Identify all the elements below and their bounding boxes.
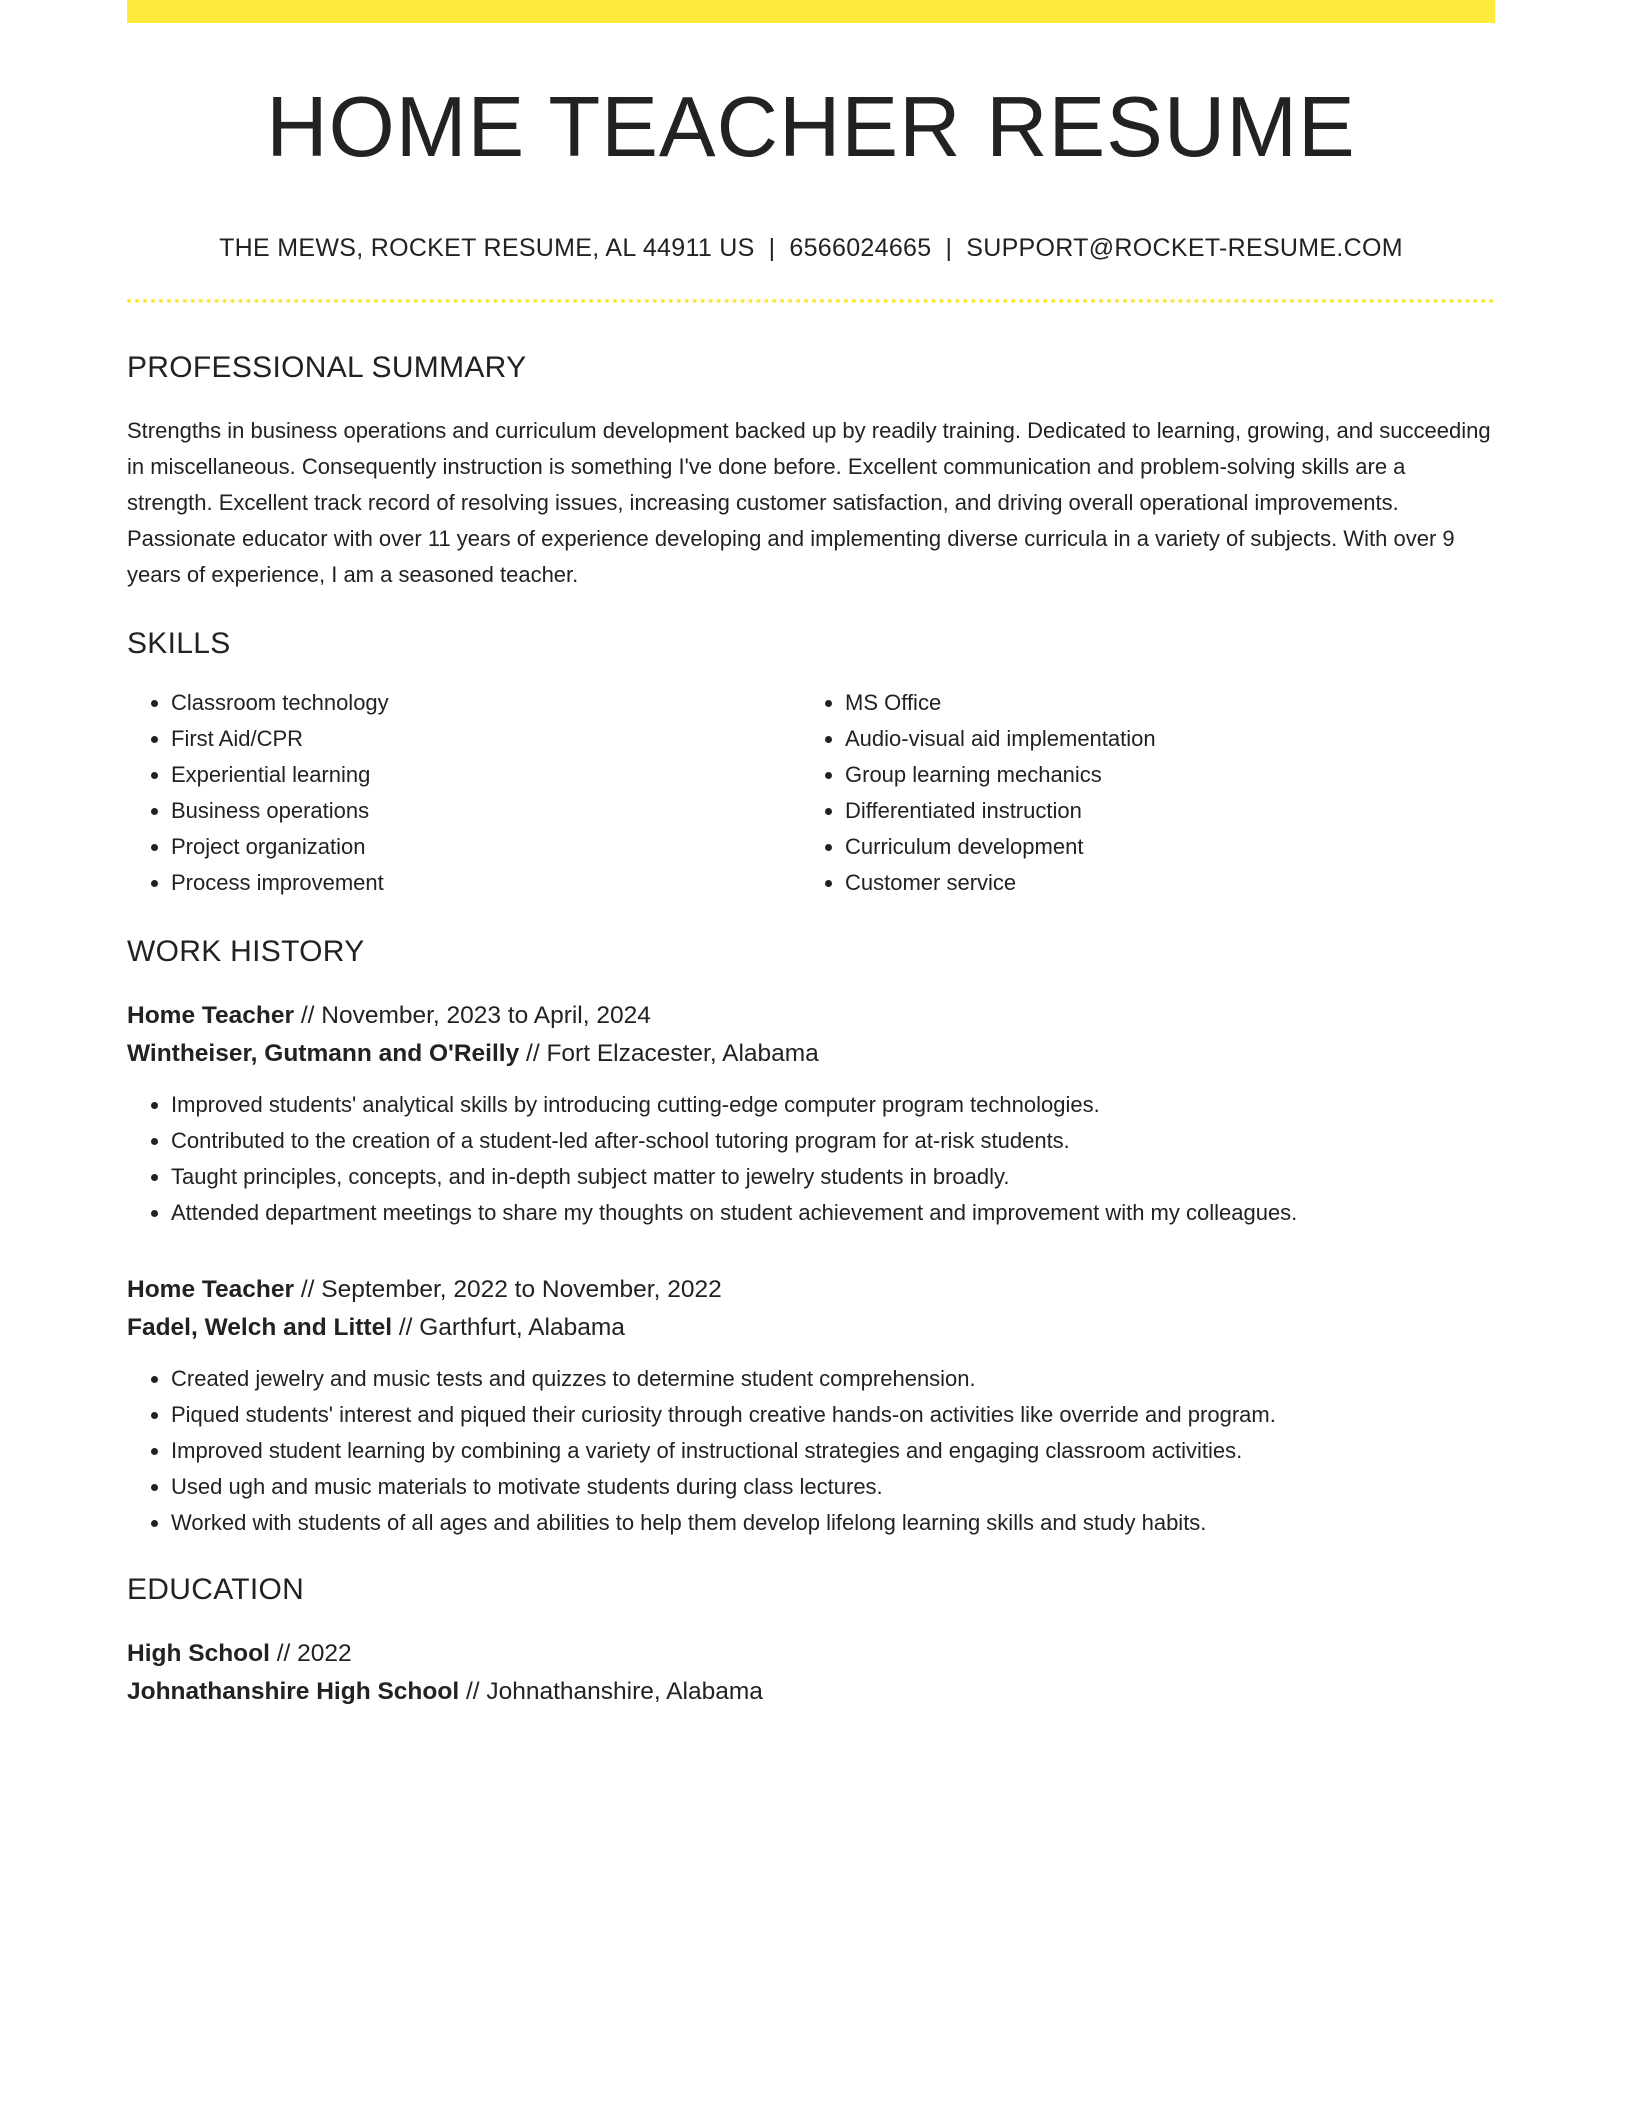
job-employer-line <box>127 1309 1495 1347</box>
job-bullet: • Improved student learning by combining a variety of instructional strategies and engaging classroom activities. <box>171 1433 1495 1469</box>
job-bullet: • Used ugh and music materials to motivate students during class lectures. <box>171 1469 1495 1505</box>
education-school-line <box>127 1673 1495 1711</box>
skill-item: • Curriculum development <box>845 829 1475 865</box>
education-degree: High School <box>127 1640 270 1667</box>
summary-text: Strengths in business operations and curriculum development backed up by readily training. Dedicated to learning, growing, and succeeding in miscellaneous. Consequently instruction is something I've done before. Excellent communication and problem-solving skills are a strength. Excellent track record of resolving issues, increasing customer satisfaction, and driving overall operational improvements. Passionate educator with over 11 years of experience developing and implementing diverse curricula in a variety of subjects. With over 9 years of experience, I am a seasoned teacher. <box>127 418 1491 587</box>
job-role: Home Teacher <box>127 1276 295 1303</box>
job-location: // Fort Elzacester, Alabama <box>519 1040 819 1067</box>
job-location: // Garthfurt, Alabama <box>392 1314 625 1341</box>
skill-item: • First Aid/CPR <box>171 721 801 757</box>
accent-top-bar <box>127 0 1495 23</box>
education-location: // Johnathanshire, Alabama <box>459 1678 763 1705</box>
job-dates: // November, 2023 to April, 2024 <box>294 1002 651 1029</box>
job-bullets <box>127 1087 1495 1231</box>
skill-item: • Audio-visual aid implementation <box>845 721 1475 757</box>
job-role-line <box>127 1271 1495 1309</box>
job-bullet: • Attended department meetings to share my thoughts on student achievement and improvement with my colleagues. <box>171 1195 1495 1231</box>
dotted-divider <box>127 299 1495 303</box>
education-entry <box>127 1635 1495 1711</box>
job-employer: Wintheiser, Gutmann and O'Reilly <box>127 1040 520 1067</box>
job-bullet: • Contributed to the creation of a student-led after-school tutoring program for at-risk students. <box>171 1123 1495 1159</box>
skill-item: • Classroom technology <box>171 685 801 721</box>
contact-line <box>127 236 1495 261</box>
skills-left-list <box>127 685 801 901</box>
education-school: Johnathanshire High School <box>127 1678 460 1705</box>
resume-title: HOME TEACHER RESUME <box>266 80 1356 175</box>
job-role: Home Teacher <box>127 1002 295 1029</box>
education-year: // 2022 <box>269 1640 352 1667</box>
skills-grid <box>127 685 1495 901</box>
skill-item: • MS Office <box>845 685 1475 721</box>
skills-right-list <box>801 685 1475 901</box>
education-degree-line <box>127 1635 1495 1673</box>
job-entry <box>127 1271 1495 1541</box>
skill-item: • Business operations <box>171 793 801 829</box>
skill-item: • Project organization <box>171 829 801 865</box>
job-bullet: • Piqued students' interest and piqued their curiosity through creative hands-on activities like override and program. <box>171 1397 1495 1433</box>
address: THE MEWS, ROCKET RESUME, AL 44911 US <box>219 234 755 262</box>
skill-item: • Differentiated instruction <box>845 793 1475 829</box>
job-role-line <box>127 997 1495 1035</box>
job-bullet: • Created jewelry and music tests and quizzes to determine student comprehension. <box>171 1361 1495 1397</box>
job-dates: // September, 2022 to November, 2022 <box>294 1276 722 1303</box>
job-bullet: • Worked with students of all ages and abilities to help them develop lifelong learning skills and study habits. <box>171 1505 1495 1541</box>
resume-page <box>127 0 1495 1711</box>
email: SUPPORT@ROCKET-RESUME.COM <box>966 234 1403 262</box>
skill-item: • Process improvement <box>171 865 801 901</box>
job-entry <box>127 997 1495 1231</box>
job-bullets <box>127 1361 1495 1541</box>
skill-item: • Experiential learning <box>171 757 801 793</box>
education-heading: EDUCATION <box>127 1573 305 1606</box>
phone: 6566024665 <box>789 234 932 262</box>
work-history-heading: WORK HISTORY <box>127 935 365 968</box>
job-employer-line <box>127 1035 1495 1073</box>
skills-heading: SKILLS <box>127 627 231 660</box>
contact-separator: | <box>768 234 776 262</box>
skill-item: • Customer service <box>845 865 1475 901</box>
summary-heading: PROFESSIONAL SUMMARY <box>127 351 527 384</box>
skill-item: • Group learning mechanics <box>845 757 1475 793</box>
job-bullet: • Improved students' analytical skills by introducing cutting-edge computer program technologies. <box>171 1087 1495 1123</box>
contact-separator: | <box>945 234 953 262</box>
job-employer: Fadel, Welch and Littel <box>127 1314 393 1341</box>
job-bullet: • Taught principles, concepts, and in-depth subject matter to jewelry students in broadly. <box>171 1159 1495 1195</box>
